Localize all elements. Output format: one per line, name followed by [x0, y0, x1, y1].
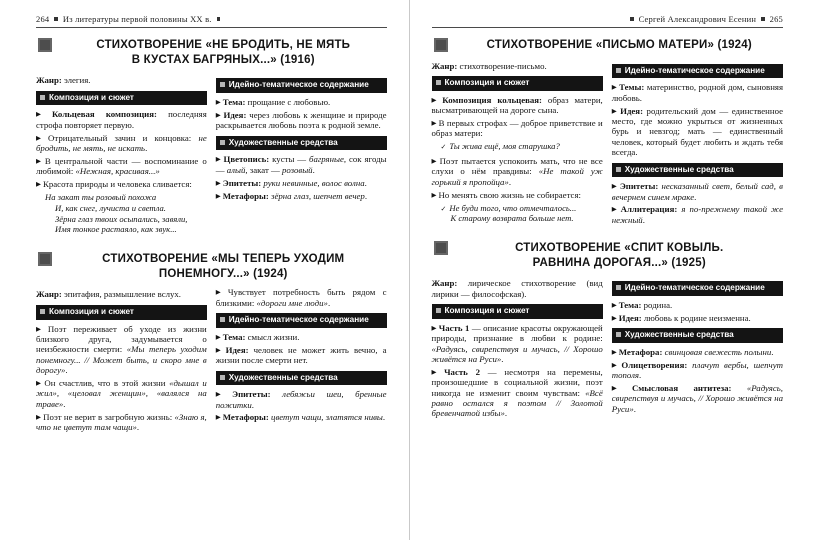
quote-text: руки невинные, волос волна	[263, 177, 365, 188]
section-title-square-icon	[38, 252, 52, 266]
term-label: Цветопись:	[223, 154, 270, 165]
section-title-line: ПОНЕМНОГУ...» (1924)	[158, 267, 288, 280]
section-columns	[36, 287, 387, 434]
analysis-item	[36, 156, 207, 177]
subsection-header-label: Идейно-тематическое содержание	[624, 65, 765, 75]
plain-text: Поэт не верит в загробную жизнь:	[43, 411, 175, 422]
term-label: Темы:	[619, 82, 645, 93]
square-bullet-icon	[436, 308, 441, 313]
analysis-item	[612, 204, 783, 225]
section-title	[432, 240, 784, 274]
text-column	[612, 59, 783, 228]
pointer-marker-icon: ▶	[611, 84, 618, 92]
analysis-item	[36, 324, 207, 376]
subsection-header	[432, 304, 603, 319]
quote-text: «Знаю я, что не цветут там чащи»	[36, 411, 207, 432]
ornament-square-icon	[630, 17, 634, 21]
plain-text: любовь к родине неизменна.	[641, 312, 751, 323]
verse-quote	[45, 192, 207, 235]
term-label: Композиция кольцевая:	[442, 94, 542, 105]
term-label: Тема:	[618, 300, 642, 311]
pointer-marker-icon: ▶	[431, 158, 438, 165]
term-label: Аллитерация:	[620, 204, 678, 215]
term-label: Метафоры:	[222, 412, 269, 423]
poem-section	[36, 251, 387, 435]
section-title-line: В КУСТАХ БАГРЯНЫХ...» (1916)	[131, 53, 315, 66]
plain-text: .	[504, 408, 508, 419]
subsection-header	[36, 305, 207, 320]
plain-text: .	[633, 403, 636, 414]
subsection-header	[432, 76, 603, 91]
pointer-marker-icon: ▶	[611, 183, 618, 191]
subsection-header-label: Композиция и сюжет	[49, 92, 134, 102]
pointer-marker-icon: ▶	[215, 333, 221, 341]
text-column	[432, 59, 603, 228]
pointer-marker-icon: ▶	[36, 134, 47, 142]
plain-text: Но менять свою жизнь не собирается:	[438, 189, 581, 200]
plain-text: .	[327, 297, 331, 308]
pointer-marker-icon: ▶	[611, 302, 617, 310]
plain-text: стихотворение-письмо.	[457, 60, 547, 71]
subsection-header-label: Художественные средства	[624, 164, 734, 174]
plain-text: .	[364, 190, 368, 201]
square-bullet-icon	[40, 95, 45, 100]
plain-text: родина.	[641, 300, 673, 311]
term-label: Кольцевая композиция:	[51, 109, 157, 120]
quote-text: багряные	[309, 154, 344, 165]
square-bullet-icon	[220, 82, 225, 87]
quote-text: цветут чащи, златятся нивы	[271, 412, 383, 423]
text-column	[36, 73, 207, 239]
verse-line	[441, 213, 603, 224]
verse-line	[45, 192, 207, 203]
analysis-item	[216, 389, 387, 410]
analysis-item	[612, 313, 783, 323]
pointer-marker-icon: ▶	[215, 179, 221, 187]
subsection-header	[216, 371, 387, 386]
quote-text: «Всё равно остался я поэтом // Золотой бревенчатой избы»	[431, 387, 603, 419]
term-label: Тема:	[222, 331, 246, 342]
pointer-marker-icon: ▶	[36, 379, 43, 387]
genre-line	[36, 289, 207, 299]
subsection-header-label: Идейно-тематическое содержание	[228, 315, 369, 325]
verse-quote	[441, 203, 603, 224]
term-label: Тема:	[222, 97, 246, 108]
quote-text: свинцовая свежесть полыни	[664, 346, 772, 357]
plain-text: родительский дом — единственное место, где можно укрыться от жизненных бурь и невзгод; мать — единственный человек, который будет любить и ждать тебя всегда.	[611, 105, 783, 158]
analysis-item	[432, 95, 603, 116]
plain-text: , закат —	[245, 164, 282, 175]
verse-line	[45, 214, 207, 225]
subsection-header	[216, 136, 387, 151]
subsection-header	[36, 91, 207, 106]
quote-text: «Радуясь, свирепствуя и мучась, // Хорошо живётся на Руси»	[431, 343, 603, 364]
verse-text: Имя тонкое растаяло, как звук...	[55, 224, 177, 235]
page-right	[410, 0, 819, 540]
plain-text: прощание с любовью.	[245, 97, 331, 108]
verse-line	[441, 203, 603, 214]
quote-text: я по-прежнему такой же нежный	[611, 204, 784, 225]
verse-line	[45, 224, 207, 235]
ornament-square-icon	[217, 17, 221, 21]
subsection-header	[612, 64, 783, 79]
pointer-marker-icon: ▶	[611, 206, 619, 214]
pointer-marker-icon: ▶	[611, 314, 617, 322]
analysis-item	[216, 345, 387, 366]
running-head-left	[36, 14, 387, 28]
analysis-item	[216, 191, 387, 201]
plain-text: .	[65, 365, 68, 375]
plain-text	[731, 383, 746, 393]
section-title-line: СТИХОТВОРЕНИЕ «МЫ ТЕПЕРЬ УХОДИМ	[102, 253, 345, 266]
subsection-header-label: Композиция и сюжет	[444, 78, 530, 88]
subsection-header-label: Композиция и сюжет	[49, 306, 134, 316]
section-title	[36, 251, 387, 285]
square-bullet-icon	[616, 285, 621, 290]
pointer-marker-icon: ▶	[431, 96, 441, 104]
genre-line	[36, 75, 207, 85]
plain-text: .	[145, 143, 148, 154]
plain-text: .	[501, 353, 504, 364]
plain-text: эпитафия, размышление вслух.	[61, 289, 181, 300]
term-label: Жанр:	[36, 75, 62, 86]
plain-text: .	[382, 412, 386, 423]
plain-text: .	[694, 191, 697, 202]
square-bullet-icon	[616, 167, 621, 172]
genre-line	[432, 61, 603, 71]
text-column	[432, 276, 603, 421]
section-columns	[432, 276, 784, 421]
text-column	[612, 276, 783, 421]
verse-quote	[441, 141, 603, 152]
quote-text: лебяжьи шеи, бренные пожитки	[215, 389, 387, 410]
plain-text: кусты —	[269, 154, 310, 165]
square-bullet-icon	[220, 140, 225, 145]
plain-text	[271, 389, 283, 399]
section-title-line: СТИХОТВОРЕНИЕ «ПИСЬМО МАТЕРИ» (1924)	[486, 39, 752, 51]
section-title	[36, 37, 387, 71]
analysis-item	[36, 179, 207, 189]
plain-text: .	[639, 370, 642, 381]
quote-text: зёрна глаз, шепчет вечер	[271, 190, 365, 201]
analysis-item	[612, 347, 783, 357]
section-title	[432, 37, 784, 57]
quote-text: «дышал и жил», «целовал женщин», «валялся на траве»	[36, 377, 207, 409]
analysis-item	[36, 109, 207, 130]
subsection-header-label: Идейно-тематическое содержание	[624, 283, 765, 293]
term-label: Эпитеты:	[619, 181, 659, 192]
term-label: Эпитеты:	[232, 389, 271, 400]
subsection-header	[216, 78, 387, 93]
subsection-header	[216, 313, 387, 328]
pointer-marker-icon: ▶	[431, 324, 437, 332]
pointer-marker-icon: ▶	[36, 181, 41, 189]
plain-text: — описание красоты окружающей природы, признание в любви к родине:	[431, 322, 603, 344]
analysis-item	[432, 118, 603, 139]
section-title-square-icon	[434, 241, 448, 255]
check-marker-icon: ✓	[440, 143, 447, 152]
pointer-marker-icon: ▶	[215, 289, 226, 297]
plain-text: Чувствует потребность быть рядом с близкими:	[215, 287, 387, 308]
pointer-marker-icon: ▶	[36, 157, 43, 165]
text-column	[36, 287, 207, 434]
verse-text: На закат ты розовый похожа	[45, 192, 157, 203]
pointer-marker-icon: ▶	[611, 385, 630, 393]
plain-text: Красота природы и человека сливается:	[43, 179, 192, 190]
plain-text: Он счастлив, что в этой жизни	[44, 377, 170, 388]
plain-text: материнство, родной дом, сыновняя любовь.	[611, 82, 783, 103]
pointer-marker-icon: ▶	[215, 99, 221, 107]
poem-section	[432, 240, 784, 421]
analysis-item	[612, 82, 783, 103]
section-title-line: РАВНИНА ДОРОГАЯ...» (1925)	[532, 256, 706, 269]
pointer-marker-icon: ▶	[215, 156, 222, 164]
subsection-header	[612, 163, 783, 178]
subsection-header	[612, 281, 783, 296]
term-label: Метафора:	[618, 346, 663, 357]
square-bullet-icon	[40, 309, 45, 314]
analysis-item	[216, 332, 387, 342]
section-title-square-icon	[38, 38, 52, 52]
quote-text: «Радуясь, свирепствуя и мучась, // Хорошо живётся на Руси»	[611, 383, 783, 414]
term-label: Смысловая антитеза:	[631, 383, 732, 394]
poem-section	[432, 37, 784, 228]
genre-line	[432, 278, 603, 299]
plain-text: .	[771, 346, 774, 357]
term-label: Идея:	[225, 344, 249, 355]
analysis-item	[612, 181, 783, 202]
term-label: Жанр:	[36, 289, 62, 300]
term-label: Часть 2	[444, 366, 481, 377]
pointer-marker-icon: ▶	[431, 120, 437, 127]
analysis-item	[216, 412, 387, 422]
plain-text: .	[136, 421, 140, 432]
term-label: Метафоры:	[222, 190, 269, 201]
verse-text: Ты жива ещё, моя старушка?	[449, 141, 560, 152]
pointer-marker-icon: ▶	[431, 191, 437, 199]
plain-text: .	[642, 214, 645, 225]
plain-text: элегия.	[61, 75, 91, 86]
term-label: Жанр:	[431, 60, 458, 71]
analysis-item	[612, 106, 783, 158]
pointer-marker-icon: ▶	[611, 361, 620, 369]
analysis-item	[432, 367, 603, 419]
square-bullet-icon	[616, 68, 621, 73]
verse-text: Не буди того, что отмечталось...	[449, 202, 577, 213]
plain-text: образ матери, высматривающей на дороге сына.	[431, 94, 603, 116]
analysis-item	[432, 190, 603, 200]
poem-section	[36, 37, 387, 239]
verse-text: Зёрна глаз твоих осыпались, завяли,	[55, 213, 188, 224]
verse-line	[45, 203, 207, 214]
pointer-marker-icon: ▶	[215, 346, 224, 354]
plain-text: лирическое стихотворение (вид лирики — философская).	[431, 278, 603, 299]
running-head-right	[432, 14, 784, 28]
quote-text: «Мы теперь уходим понемногу... // Может быть, и скоро мне в дорогу»	[36, 344, 207, 375]
plain-text: .	[63, 398, 66, 409]
pointer-marker-icon: ▶	[215, 111, 222, 119]
plain-text: Отрицательный зачин и концовка:	[48, 132, 199, 143]
text-column	[216, 73, 387, 239]
analysis-item	[216, 97, 387, 107]
analysis-item	[612, 360, 783, 381]
analysis-item	[216, 110, 387, 131]
ornament-square-icon	[54, 17, 58, 21]
term-label: Жанр:	[431, 278, 458, 289]
analysis-item	[216, 287, 387, 308]
pointer-marker-icon: ▶	[36, 111, 50, 119]
quote-text: «Не такой уж горький я пропойца»	[431, 166, 603, 187]
term-label: Эпитеты:	[222, 177, 262, 188]
subsection-header-label: Идейно-тематическое содержание	[228, 80, 369, 90]
pointer-marker-icon: ▶	[431, 368, 443, 376]
subsection-header	[612, 328, 783, 343]
pointer-marker-icon: ▶	[215, 391, 231, 399]
plain-text: .	[251, 399, 254, 410]
pointer-marker-icon: ▶	[611, 348, 617, 356]
analysis-item	[216, 154, 387, 175]
term-label: Идея:	[620, 105, 643, 116]
plain-text: .	[508, 176, 512, 187]
analysis-item	[36, 412, 207, 433]
page-number: 265	[769, 14, 783, 24]
subsection-header-label: Художественные средства	[228, 137, 338, 147]
analysis-item	[612, 383, 783, 414]
running-head-title: Сергей Александрович Есенин	[638, 14, 757, 24]
pointer-marker-icon: ▶	[215, 414, 221, 422]
plain-text: человек не может жить вечно, а жизни после смерти нет.	[215, 344, 387, 366]
quote-text: «Нежная, красивая...»	[75, 166, 160, 177]
plain-text: В центральной части — воспоминание о любимой:	[36, 155, 207, 177]
check-marker-icon: ✓	[440, 204, 447, 213]
term-label: Часть 1	[438, 322, 470, 333]
square-bullet-icon	[436, 80, 441, 85]
plain-text: .	[364, 177, 367, 188]
plain-text: смысл жизни.	[245, 331, 300, 342]
quote-text: розовый	[281, 164, 313, 175]
ornament-square-icon	[761, 17, 765, 21]
pointer-marker-icon: ▶	[36, 413, 42, 421]
subsection-header-label: Художественные средства	[624, 330, 734, 340]
subsection-header-label: Композиция и сюжет	[444, 306, 530, 316]
quote-text: плачут вербы, шепчут тополя	[611, 359, 784, 381]
quote-text: не бродить, не мять, не искать	[36, 132, 207, 154]
plain-text: Поэт пытается успокоить мать, что не все слухи о нём правдивы:	[431, 156, 603, 177]
plain-text: через любовь к женщине и природе раскрывается любовь поэта к родной земле.	[215, 109, 387, 131]
quote-text: «дороги мне люди»	[256, 297, 328, 308]
square-bullet-icon	[220, 317, 225, 322]
plain-text: , сок ягоды —	[215, 154, 387, 175]
analysis-item	[216, 178, 387, 188]
analysis-item	[612, 300, 783, 310]
plain-text: последняя строфа повторяет первую.	[36, 109, 207, 130]
section-title-line: СТИХОТВОРЕНИЕ «НЕ БРОДИТЬ, НЕ МЯТЬ	[96, 39, 351, 51]
plain-text: — несмотря на перемены, произошедшие в социальной жизни, поэт никогда не изменит своим чувствам:	[431, 366, 603, 398]
pointer-marker-icon: ▶	[36, 325, 46, 333]
pointer-marker-icon: ▶	[215, 192, 221, 200]
page-number: 264	[36, 14, 50, 24]
term-label: Олицетворения:	[621, 359, 688, 370]
plain-text: .	[312, 164, 315, 175]
square-bullet-icon	[220, 375, 225, 380]
pointer-marker-icon: ▶	[611, 107, 619, 115]
quote-text: алый	[226, 164, 246, 175]
analysis-item	[432, 156, 603, 187]
verse-text: К старому возврата больше нет.	[450, 213, 574, 224]
subsection-header-label: Художественные средства	[228, 372, 338, 382]
section-columns	[432, 59, 784, 228]
running-head-title: Из литературы первой половины XX в.	[62, 14, 212, 24]
text-column	[216, 287, 387, 434]
quote-text: несказанный свет, белый сад, в вечернем синем мраке	[611, 181, 783, 202]
analysis-item	[36, 133, 207, 154]
section-columns	[36, 73, 387, 239]
plain-text: Поэт переживает об уходе из жизни близкого друга, задумывается о неизбежности смерти:	[36, 323, 207, 355]
verse-line	[441, 141, 603, 152]
analysis-item	[432, 323, 603, 365]
analysis-item	[36, 378, 207, 409]
square-bullet-icon	[616, 332, 621, 337]
plain-text: В первых строфах — доброе приветствие и образ матери:	[431, 118, 603, 139]
section-title-square-icon	[434, 38, 448, 52]
section-title-line: СТИХОТВОРЕНИЕ «СПИТ КОВЫЛЬ.	[515, 241, 724, 254]
term-label: Идея:	[223, 109, 247, 120]
term-label: Идея:	[618, 312, 642, 323]
verse-text: И, как снег, лучиста и светла.	[55, 202, 166, 213]
